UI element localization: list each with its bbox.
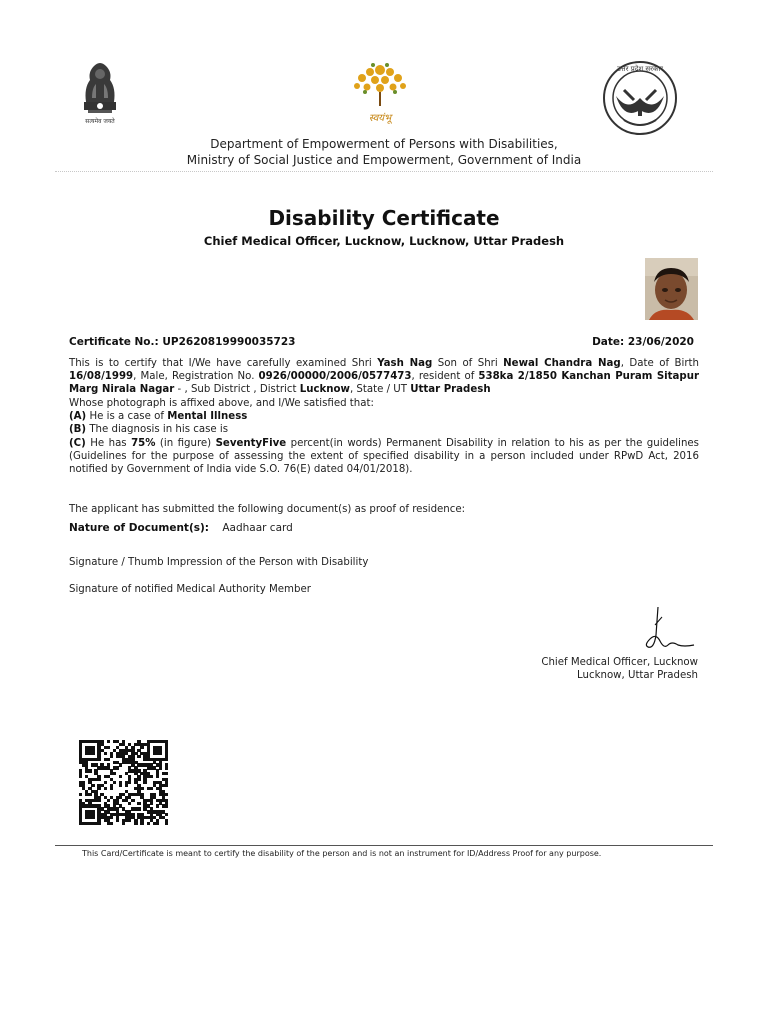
qr-module — [150, 775, 153, 778]
finding-a — [69, 410, 699, 423]
applicant-name: Yash Nag — [377, 358, 433, 369]
documents-value: Aadhaar card — [222, 522, 293, 534]
authority-signature-label: Signature of notified Medical Authority Member — [69, 584, 311, 595]
logo-center-text: स्वयंभू — [368, 113, 392, 124]
finding-b-text: The diagnosis in his case is — [86, 424, 229, 436]
finding-c-label: (C) — [69, 437, 86, 449]
certificate-number-label: Certificate No.: — [69, 336, 159, 348]
findings-block — [69, 397, 699, 476]
dob-label: , Date of Birth — [620, 358, 699, 369]
qr-module — [104, 752, 107, 755]
qr-module — [150, 787, 153, 790]
intro-text: This is to certify that I/We have carefully examined Shri — [69, 358, 378, 369]
qr-module — [137, 802, 140, 805]
qr-module — [134, 822, 137, 825]
qr-module — [110, 755, 113, 758]
date-of-birth: 16/08/1999 — [69, 371, 134, 383]
finding-c — [69, 437, 699, 477]
qr-module — [97, 778, 100, 781]
qr-module — [113, 781, 116, 784]
qr-module — [88, 769, 91, 772]
state-label: , State / UT — [349, 384, 411, 396]
qr-module — [107, 799, 110, 802]
qr-module — [159, 752, 162, 755]
qr-module — [116, 766, 119, 769]
qr-module — [79, 775, 82, 778]
documents-label: Nature of Document(s): — [69, 522, 209, 534]
qr-module — [107, 758, 110, 761]
qr-module — [97, 822, 100, 825]
certificate-date-value: 23/06/2020 — [627, 336, 694, 348]
qr-module — [140, 787, 143, 790]
department-line-2: Ministry of Social Justice and Empowerment, Government of India — [186, 153, 582, 167]
up-government-seal-icon — [602, 60, 678, 136]
certificate-number — [69, 336, 295, 349]
son-of-text: Son of Shri — [432, 358, 504, 369]
qr-module — [165, 784, 168, 787]
qr-code[interactable] — [79, 740, 168, 825]
state: Uttar Pradesh — [410, 384, 491, 396]
certificate-date-label: Date: — [592, 336, 625, 348]
qr-module — [147, 822, 150, 825]
qr-module — [156, 775, 159, 778]
qr-module — [107, 746, 110, 749]
qr-module — [140, 746, 143, 749]
national-emblem-icon — [78, 58, 122, 124]
disability-percent-words: SeventyFive — [215, 437, 287, 449]
qr-module — [125, 784, 128, 787]
qr-module — [88, 793, 91, 796]
qr-module — [113, 772, 116, 775]
qr-module — [131, 799, 134, 802]
officer-location: Lucknow, Uttar Pradesh — [577, 670, 698, 682]
qr-module — [165, 804, 168, 807]
qr-module — [165, 772, 168, 775]
officer-block — [541, 656, 698, 682]
finding-a-label: (A) — [69, 411, 87, 423]
certificate-title: Disability Certificate — [268, 206, 500, 230]
qr-module — [122, 822, 125, 825]
certification-paragraph — [69, 357, 699, 397]
qr-module — [128, 781, 131, 784]
resident-text: , resident of — [411, 371, 479, 383]
finding-c-text-2: (in figure) — [155, 437, 216, 449]
qr-module — [165, 793, 168, 796]
finding-c-text-3: percent(in words) Permanent Disability in relation to his as per the guidelines (Guidelines for the purpose of assessing the extent of specified disability in a person included under RPwD Act, 2016 notified by Government of India vide S.O. 76(E) dated 04/01/2018). — [69, 437, 699, 476]
qr-module — [137, 755, 140, 758]
finding-c-text-1: He has — [85, 437, 132, 449]
qr-module — [165, 822, 168, 825]
qr-module — [137, 778, 140, 781]
finding-a-text: He is a case of — [86, 411, 168, 423]
qr-module — [107, 740, 110, 743]
footer-divider — [55, 845, 713, 846]
father-name: Newal Chandra Nag — [503, 358, 621, 369]
qr-module — [104, 781, 107, 784]
qr-module — [150, 802, 153, 805]
disability-percent: 75% — [131, 437, 156, 449]
qr-module — [91, 816, 94, 819]
qr-module — [159, 766, 162, 769]
qr-module — [156, 804, 159, 807]
qr-module — [119, 775, 122, 778]
qr-module — [97, 787, 100, 790]
seal-text: उत्तर प्रदेश सरकार — [616, 65, 664, 73]
qr-module — [91, 784, 94, 787]
certificate-date — [592, 336, 694, 349]
disability-type: Mental Illness — [167, 411, 248, 423]
header-divider — [55, 171, 713, 172]
qr-module — [128, 802, 131, 805]
qr-module — [110, 787, 113, 790]
qr-module — [156, 822, 159, 825]
qr-module — [110, 816, 113, 819]
photo-affixed-line: Whose photograph is affixed above, and I/We satisfied that: — [69, 398, 374, 409]
qr-module — [165, 766, 168, 769]
emblem-motto: सत्यमेव जयते — [85, 118, 115, 125]
department-line-1: Department of Empowerment of Persons with Disabilities, — [210, 137, 558, 151]
certificate-number-value: UP2620819990035723 — [162, 336, 296, 348]
qr-module — [119, 784, 122, 787]
qr-module — [140, 822, 143, 825]
qr-module — [110, 822, 113, 825]
documents-intro: The applicant has submitted the following document(s) as proof of residence: — [69, 504, 466, 515]
qr-module — [116, 819, 119, 822]
officer-title: Chief Medical Officer, Lucknow — [541, 657, 698, 668]
qr-module — [165, 813, 168, 816]
documents-row — [69, 522, 293, 535]
finding-b — [69, 423, 699, 436]
qr-module — [79, 793, 82, 796]
district: Lucknow — [299, 384, 350, 396]
qr-module — [128, 819, 131, 822]
gender-registration-text: , Male, Registration No. — [133, 371, 259, 383]
registration-number: 0926/00000/2006/0577473 — [258, 371, 412, 383]
officer-signature-icon — [636, 605, 700, 655]
qr-module — [97, 758, 100, 761]
certificate-subtitle: Chief Medical Officer, Lucknow, Lucknow, Uttar Pradesh — [203, 234, 565, 248]
swayambhu-logo-icon — [345, 60, 415, 126]
person-signature-label: Signature / Thumb Impression of the Person with Disability — [69, 557, 369, 568]
qr-module — [97, 799, 100, 802]
footer-note: This Card/Certificate is meant to certify the disability of the person and is not an instrument for ID/Address Proof for any purpose. — [82, 849, 602, 858]
qr-module — [91, 752, 94, 755]
applicant-photo — [645, 258, 698, 320]
applicant-address: 538ka 2/1850 Kanchan Puram Sitapur Marg Nirala Nagar — [69, 371, 699, 396]
finding-b-label: (B) — [69, 424, 87, 436]
qr-module — [119, 763, 122, 766]
qr-module — [104, 787, 107, 790]
sub-district-text: - , Sub District , District — [174, 384, 300, 396]
qr-module — [165, 758, 168, 761]
qr-module — [143, 781, 146, 784]
qr-module — [137, 807, 140, 810]
